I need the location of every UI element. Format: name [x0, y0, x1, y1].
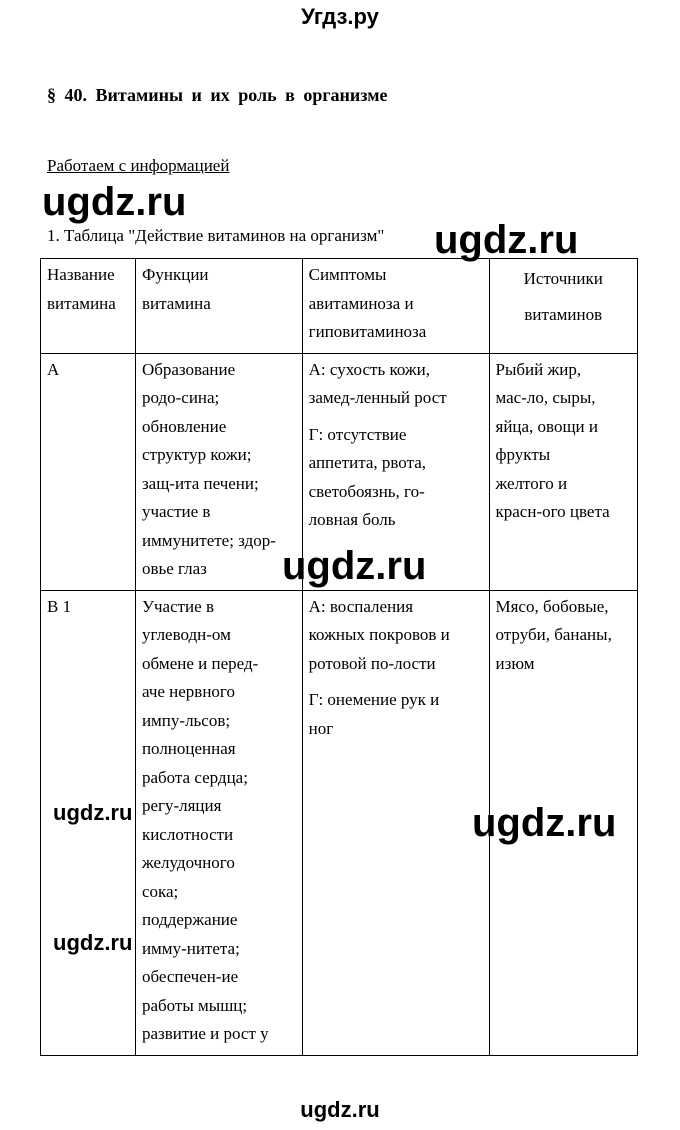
cell-text-line: кожных покровов и: [308, 625, 450, 644]
cell-text-line: кислотности: [141, 824, 234, 844]
cell-text-line: изюм: [495, 653, 535, 673]
cell-text-line: мас-ло, сыры,: [495, 388, 596, 407]
cell-text-line: имму-нитета;: [141, 938, 240, 958]
cell-text-line: сока;: [141, 881, 179, 901]
watermark: ugdz.ru: [53, 930, 133, 955]
vitamin-functions: [135, 353, 302, 590]
cell-text-line: обмене и перед-: [141, 653, 259, 673]
vitamin-name: В 1: [41, 590, 136, 1055]
table-caption: 1. Таблица "Действие витаминов на организм": [47, 226, 385, 245]
header-symptoms: [302, 259, 489, 354]
cell-text-line: светобоязнь, го-: [308, 481, 425, 501]
cell-text-line: авитаминоза и: [308, 293, 414, 313]
cell-text-line: защ-ита печени;: [141, 473, 259, 493]
cell-text-line: аппетита, рвота,: [308, 453, 427, 472]
cell-text-line: Источники: [523, 269, 603, 288]
cell-text-line: желтого и: [495, 473, 568, 493]
cell-text-line: Участие в: [141, 596, 214, 616]
cell-text-line: развитие и рост у: [141, 1024, 269, 1043]
subsection-heading: Работаем с информацией: [47, 156, 230, 175]
cell-text-line: обновление: [141, 416, 227, 436]
cell-text-line: витамина: [141, 293, 211, 313]
section-title: § 40. Витамины и их роль в организме: [47, 85, 388, 105]
watermark: ugdz.ru: [434, 218, 579, 262]
cell-text-line: витамина: [47, 293, 116, 313]
cell-text-line: Мясо, бобовые,: [495, 596, 609, 616]
cell-text-line: углеводн-ом: [141, 625, 231, 644]
cell-text-line: Рыбий жир,: [495, 359, 582, 379]
cell-text-line: фрукты: [495, 445, 551, 464]
cell-text-line: структур кожи;: [141, 445, 252, 464]
cell-text-line: яйца, овощи и: [495, 416, 599, 436]
watermark: ugdz.ru: [282, 544, 427, 588]
cell-text-line: А: сухость кожи,: [308, 359, 431, 379]
hypovitaminosis-symptoms: [309, 421, 483, 535]
avitaminosis-symptoms: [309, 593, 483, 679]
vitamin-name: А: [41, 353, 136, 590]
watermark: ugdz.ru: [472, 801, 617, 845]
cell-text-line: Г: онемение рук и: [308, 690, 440, 709]
cell-text-line: иммунитете; здор-: [141, 530, 276, 550]
cell-text-line: ротовой по-лости: [308, 653, 436, 673]
cell-text-line: ловная боль: [308, 510, 396, 529]
cell-text-line: поддержание: [141, 910, 238, 929]
cell-text-line: замед-ленный рост: [308, 388, 447, 407]
cell-text-line: ног: [308, 718, 334, 738]
cell-text-line: Симптомы: [308, 265, 387, 284]
cell-text-line: желудочного: [141, 853, 235, 872]
cell-text-line: витаминов: [524, 305, 603, 324]
cell-text-line: участие в: [141, 502, 211, 521]
site-footer: ugdz.ru: [300, 1097, 380, 1122]
header-name: [41, 259, 136, 354]
cell-text-line: аче нервного: [141, 682, 235, 701]
cell-text-line: овье глаз: [141, 559, 207, 578]
watermark: ugdz.ru: [42, 180, 187, 224]
cell-text-line: работы мышц;: [141, 995, 248, 1015]
table-header-row: [41, 259, 638, 354]
vitamin-functions: [135, 590, 302, 1055]
cell-text-line: Образование: [141, 359, 236, 379]
cell-text-line: регу-ляция: [141, 796, 222, 815]
cell-text-line: Название: [47, 265, 115, 284]
cell-text-line: полноценная: [141, 739, 236, 758]
cell-text-line: импу-льсов;: [141, 710, 231, 730]
header-functions: [135, 259, 302, 354]
vitamin-sources: [489, 353, 638, 590]
vitamin-symptoms: [302, 590, 489, 1055]
header-sources: [489, 259, 638, 354]
cell-text-line: Функции: [141, 265, 209, 284]
watermark: ugdz.ru: [53, 800, 133, 825]
cell-text-line: гиповитаминоза: [308, 322, 427, 341]
cell-text-line: А: воспаления: [308, 596, 414, 616]
cell-text-line: Г: отсутствие: [308, 424, 407, 444]
cell-text-line: работа сердца;: [141, 767, 248, 787]
cell-text-line: родо-сина;: [141, 388, 220, 407]
hypovitaminosis-symptoms: [309, 686, 483, 743]
cell-text-line: обеспечен-ие: [141, 967, 239, 986]
cell-text-line: отруби, бананы,: [495, 625, 612, 644]
cell-text-line: красн-ого цвета: [495, 502, 610, 521]
avitaminosis-symptoms: [309, 356, 483, 413]
site-header: Угдз.ру: [301, 4, 379, 29]
